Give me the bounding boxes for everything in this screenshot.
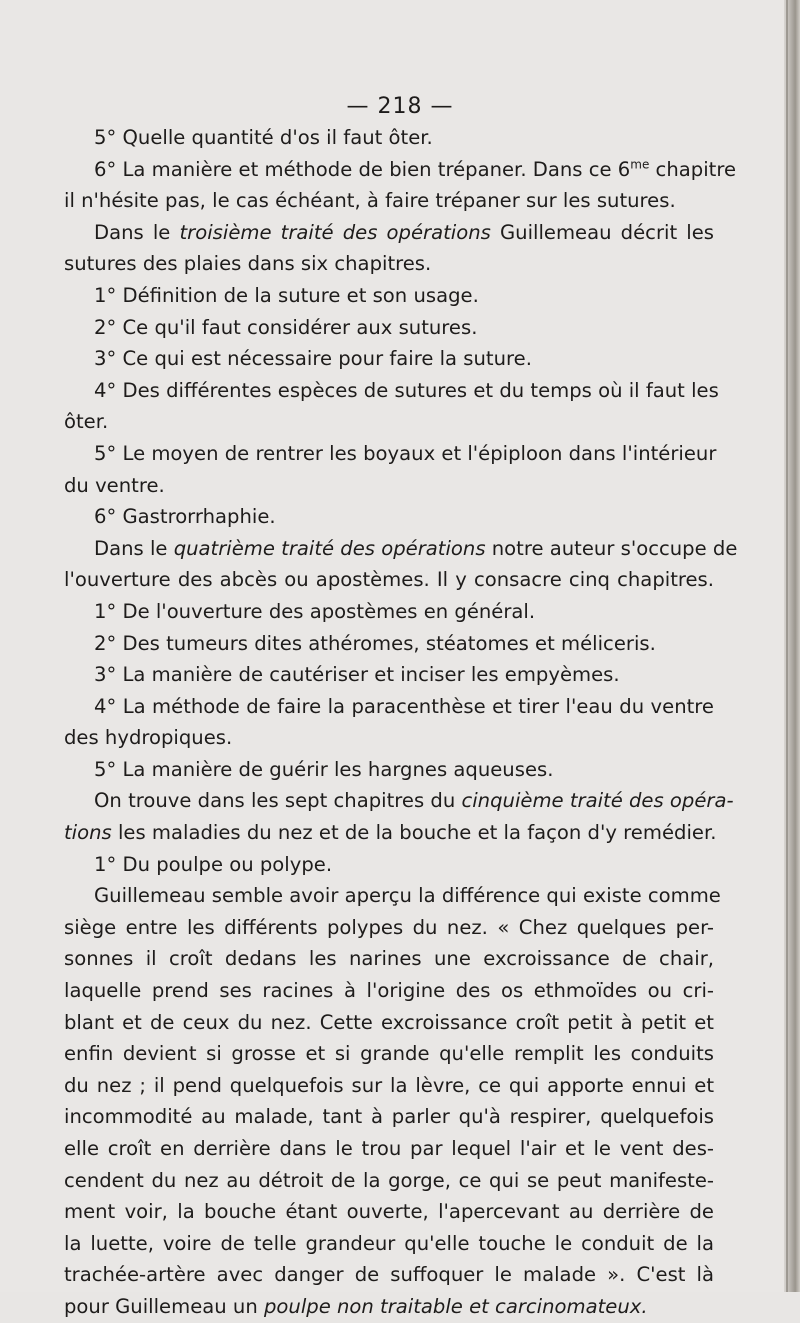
text-segment: pour Guillemeau un <box>64 1294 264 1318</box>
text-segment: ôter. <box>64 410 109 434</box>
text-segment: cendent du nez au détroit de la gorge, ce qui se peut manifeste- <box>64 1168 714 1192</box>
text-line <box>64 343 714 375</box>
text-segment: la luette, voire de telle grandeur qu'elle touche le conduit de la <box>64 1231 714 1255</box>
text-segment: il n'hésite pas, le cas échéant, à faire trépaner sur les sutures. <box>64 189 676 213</box>
text-segment: les maladies du nez et de la bouche et la façon d'y remédier. <box>111 821 717 845</box>
text-line <box>64 880 721 912</box>
text-line <box>64 533 738 565</box>
text-segment: Guillemeau décrit les <box>490 220 714 244</box>
superscript: me <box>630 157 650 172</box>
text-line <box>64 754 714 786</box>
text-segment: 4° La méthode de faire la paracenthèse et tirer l'eau du ventre <box>94 694 714 718</box>
text-segment: incommodité au malade, tant à parler qu'à respirer, quelquefois <box>64 1105 714 1129</box>
text-segment: l'ouverture des abcès ou apostèmes. Il y consacre cinq chapitres. <box>64 568 714 592</box>
text-line <box>64 280 714 312</box>
text-segment: blant et de ceux du nez. Cette excroissance croît petit à petit et <box>64 1010 714 1034</box>
text-segment: 1° Définition de la suture et son usage. <box>94 283 479 307</box>
text-line <box>64 1133 714 1165</box>
text-line <box>64 1070 714 1102</box>
text-segment: 5° La manière de guérir les hargnes aqueuses. <box>94 757 554 781</box>
text-segment: sonnes il croît dedans les narines une excroissance de chair, <box>64 947 714 971</box>
text-segment: Dans le <box>94 536 174 560</box>
page-edge-line <box>786 0 788 1292</box>
text-segment: 5° Quelle quantité d'os il faut ôter. <box>94 126 433 149</box>
text-line <box>64 785 734 817</box>
text-line <box>64 975 714 1007</box>
body-text <box>64 122 738 1323</box>
text-segment: 3° La manière de cautériser et inciser les empyèmes. <box>94 663 620 687</box>
text-line <box>64 1259 714 1291</box>
text-segment: des hydropiques. <box>64 726 233 750</box>
text-segment: 3° Ce qui est nécessaire pour faire la suture. <box>94 347 532 371</box>
italic-text: tions <box>64 821 112 845</box>
page-number: — 218 — <box>346 94 454 119</box>
text-segment: siège entre les différents polypes du nez. « Chez quelques per- <box>64 915 714 939</box>
text-segment: On trouve dans les sept chapitres du <box>94 789 462 813</box>
text-line <box>64 154 736 186</box>
text-line <box>64 1038 714 1070</box>
italic-text: poulpe non traitable et carcinomateux. <box>263 1294 648 1318</box>
text-line <box>64 1291 714 1323</box>
italic-text: quatrième traité des opérations <box>173 536 486 560</box>
text-segment: 1° De l'ouverture des apostèmes en général. <box>94 599 536 623</box>
text-segment: ment voir, la bouche étant ouverte, l'apercevant au derrière de <box>64 1200 714 1224</box>
text-segment: 4° Des différentes espèces de sutures et du temps où il faut les <box>94 378 719 402</box>
text-line <box>64 722 714 754</box>
text-segment: du nez ; il pend quelquefois sur la lèvre, ce qui apporte ennui et <box>64 1073 714 1097</box>
text-line <box>64 628 714 660</box>
text-line <box>64 912 714 944</box>
text-line <box>64 1196 714 1228</box>
text-segment: 2° Ce qu'il faut considérer aux sutures. <box>94 315 478 339</box>
text-line <box>64 248 714 280</box>
text-segment: Guillemeau semble avoir aperçu la différence qui existe comme <box>94 884 721 908</box>
text-segment: du ventre. <box>64 473 165 497</box>
text-segment: Dans le <box>94 220 180 244</box>
text-segment: enfin devient si grosse et si grande qu'elle remplit les conduits <box>64 1042 714 1066</box>
text-line <box>64 691 714 723</box>
text-segment: chapitre <box>649 157 736 181</box>
text-line <box>64 659 714 691</box>
text-segment: 6° Gastrorrhaphie. <box>94 505 276 529</box>
text-line <box>64 1007 714 1039</box>
text-line <box>64 564 714 596</box>
text-segment: elle croît en derrière dans le trou par lequel l'air et le vent des- <box>64 1137 714 1160</box>
text-segment: trachée-artère avec danger de suffoquer le malade ». C'est là <box>64 1263 714 1287</box>
text-line <box>64 501 714 533</box>
text-line <box>64 438 717 470</box>
text-line <box>64 122 714 154</box>
text-line <box>64 943 714 975</box>
text-line <box>64 1101 714 1133</box>
text-line <box>64 217 714 249</box>
text-line <box>64 185 714 217</box>
text-line <box>64 375 719 407</box>
text-line <box>64 1228 714 1260</box>
text-line <box>64 470 714 502</box>
text-segment: notre auteur s'occupe de <box>485 536 738 560</box>
text-line <box>64 849 714 881</box>
text-segment: 5° Le moyen de rentrer les boyaux et l'épiploon dans l'intérieur <box>94 441 717 465</box>
italic-text: troisième traité des opérations <box>179 220 491 244</box>
text-line <box>64 406 714 438</box>
text-segment: sutures des plaies dans six chapitres. <box>64 252 432 276</box>
text-line <box>64 817 717 849</box>
text-line <box>64 312 714 344</box>
italic-text: cinquième traité des opéra- <box>461 789 734 813</box>
text-segment: laquelle prend ses racines à l'origine des os ethmoïdes ou cri- <box>64 979 714 1003</box>
text-segment: 1° Du poulpe ou polype. <box>94 852 333 876</box>
text-line <box>64 596 714 628</box>
text-segment: 6° La manière et méthode de bien trépaner. Dans ce 6 <box>94 157 631 181</box>
text-segment: 2° Des tumeurs dites athéromes, stéatomes et méliceris. <box>94 631 656 655</box>
text-line <box>64 1165 714 1197</box>
